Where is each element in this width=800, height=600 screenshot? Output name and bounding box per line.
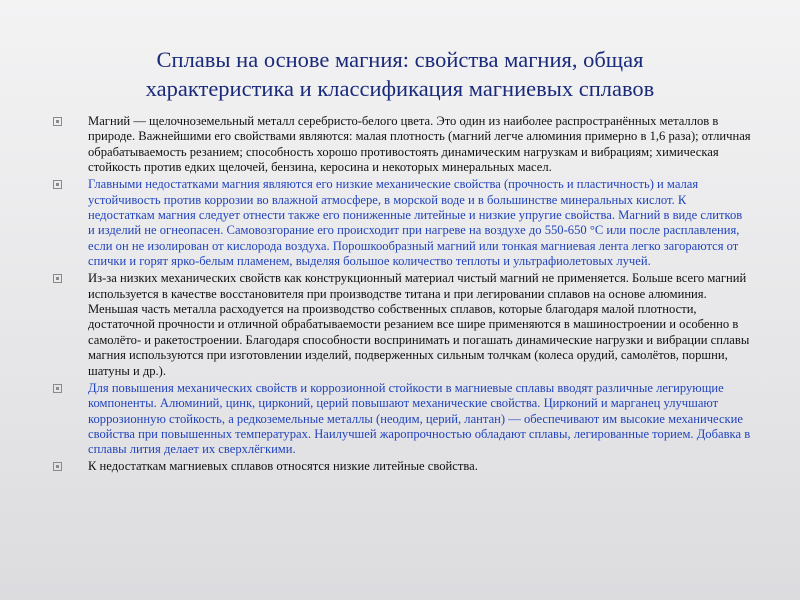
paragraph-magnesium-usage [52, 271, 752, 379]
slide-content-list [52, 114, 752, 476]
paragraph-text: Главными недостатками магния являются его низкие механические свойства (прочность и пластичность) и малая устойчивость против коррозии во влажной атмосфере, в морской воде и в большинстве минеральных кислот. К недостаткам магния следует отнести также его пониженные литейные и низкие упругие свойства. Магний в виде слитков и изделий не огнеопасен. Самовозгорание его происходит при нагреве на воздухе до 550-650 °С или после расплавления, если он не изолирован от кислорода воздуха. Порошкообразный магний или тонкая магниевая лента легко загораются от спички и горят ярко-белым пламенем, выделяя большое количество теплоты и ультрафиолетовых лучей. [88, 177, 743, 269]
paragraph-text: Магний — щелочноземельный металл серебристо-белого цвета. Это один из наиболее распространённых металлов в природе. Важнейшими его свойствами являются: малая плотность (магний легче алюминия примерно в 1,6 раза); отличная обрабатываемость резанием; способность хорошо противостоять динамическим нагрузкам и вибрациям; химическая стойкость против едких щелочей, бензина, керосина и некоторых минеральных масел. [88, 114, 751, 175]
paragraph-text: К недостаткам магниевых сплавов относятся низкие литейные свойства. [88, 459, 478, 474]
square-bullet-icon [53, 384, 62, 393]
slide-title-line-1: Сплавы на основе магния: свойства магния, общая [156, 47, 644, 72]
paragraph-text: Из-за низких механических свойств как конструкционный материал чистый магний не применяется. Больше всего магний используется в качестве восстановителя при производстве титана и при легировании сплавов на основе алюминия. Меньшая часть металла расходуется на производство собственных сплавов, которые благодаря малой плотности, достаточной прочности и отличной обрабатываемости резанием все шире применяются в машиностроении и особенно в самолёто- и ракетостроении. Благодаря способности воспринимать и погашать динамические нагрузки и вибрации сплавы магния используются при изготовлении изделий, подверженных сильным толчкам (колеса орудий, самолётов, поршни, шатуны и др.). [88, 271, 750, 378]
paragraph-text: Для повышения механических свойств и коррозионной стойкости в магниевые сплавы вводят различные легирующие компоненты. Алюминий, цинк, цирконий, церий повышают механические свойства. Цирконий и марганец улучшают коррозионную стойкость, а редкоземельные металлы (неодим, церий, лантан) — обеспечивают им высокие механические свойства при повышенных температурах. Наилучшей жаропрочностью обладают сплавы, легированные торием. Добавка в сплавы лития делает их сверхлёгкими. [88, 380, 751, 457]
square-bullet-icon [53, 180, 62, 189]
square-bullet-icon [53, 462, 62, 471]
square-bullet-icon [53, 117, 62, 126]
square-bullet-icon [53, 274, 62, 283]
paragraph-magnesium-properties [52, 114, 752, 176]
paragraph-magnesium-disadvantages [52, 177, 752, 269]
paragraph-alloying-components [52, 381, 752, 458]
slide-title-line-2: характеристика и классификация магниевых сплавов [145, 76, 655, 101]
paragraph-alloy-disadvantages [52, 459, 752, 474]
slide-title [40, 45, 760, 103]
